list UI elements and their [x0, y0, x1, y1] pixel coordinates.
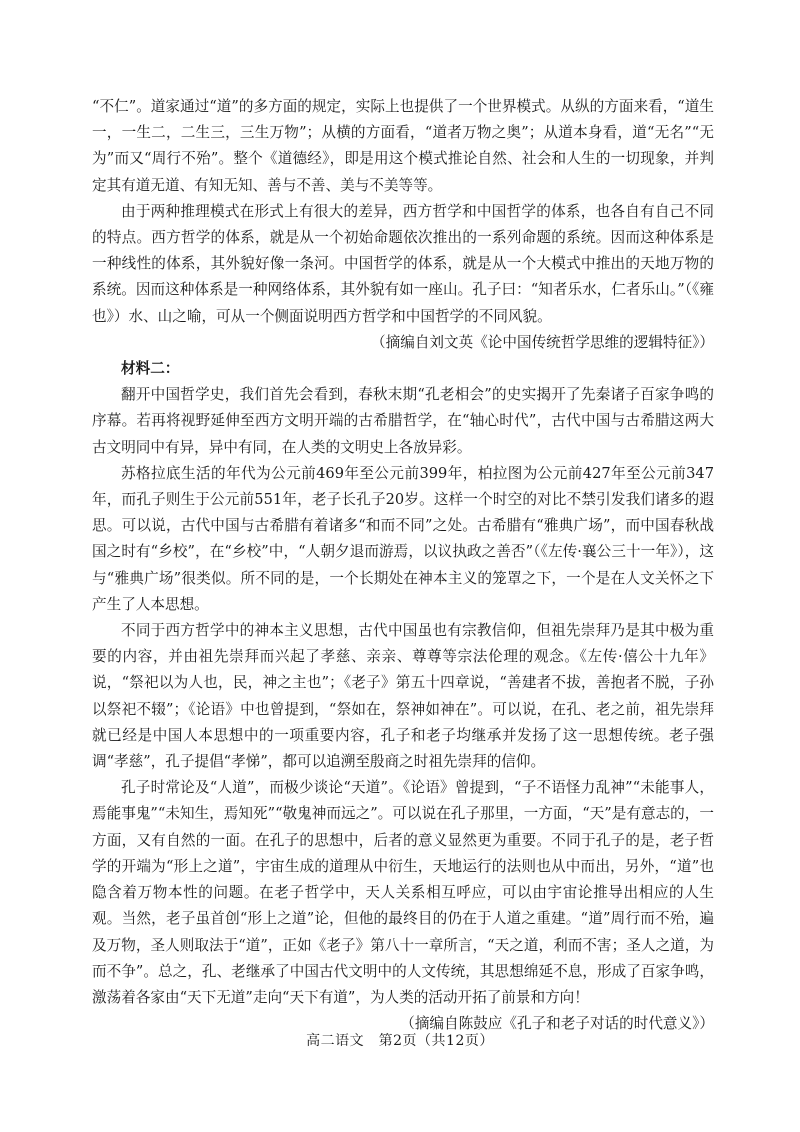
paragraph-4: 苏格拉底生活的年代为公元前469年至公元前399年，柏拉图为公元前427年至公元前347年，而孔子则生于公元前551年，老子长孔子20岁。这样一个时空的对比不禁引发我们诸多的遐思。可以说，古代中国与古希腊有着诸多“和而不同”之处。古希腊有“雅典广场”，而中国春秋战国之时有“乡校”，在“乡校”中，“人朝夕退而游焉，以议执政之善否”（《左传·襄公三十一年》），这与“雅典广场”很类似。所不同的是，一个长期处在神本主义的笼罩之下，一个是在人文关怀之下产生了人本思想。 — [92, 464, 714, 613]
paragraph-3: 翻开中国哲学史，我们首先会看到，春秋末期“孔老相会”的史实揭开了先秦诸子百家争鸣的序幕。若再将视野延伸至西方文明开端的古希腊哲学，在“轴心时代”，古代中国与古希腊这两大古文明同中有异，异中有同，在人类的文明史上各放异彩。 — [92, 386, 714, 456]
paragraph-5: 不同于西方哲学中的神本主义思想，古代中国虽也有宗教信仰，但祖先崇拜乃是其中极为重要的内容，并由祖先崇拜而兴起了孝慈、亲亲、尊尊等宗法伦理的观念。《左传·僖公十九年》说，“祭祀以为人也，民，神之主也”；《老子》第五十四章说，“善建者不拔，善抱者不脱，子孙以祭祀不辍”；《论语》中也曾提到，“祭如在，祭神如神在”。可以说，在孔、老之前，祖先崇拜就已经是中国人本思想中的一项重要内容，孔子和老子均继承并发扬了这一思想传统。老子强调“孝慈”，孔子提倡“孝悌”，都可以追溯至殷商之时祖先崇拜的信仰。 — [92, 622, 714, 771]
page-footer: 高二语文 第2页（共12页） — [306, 1033, 494, 1049]
source-citation-1: （摘编自刘文英《论中国传统哲学思维的逻辑特征》） — [371, 333, 714, 351]
source-citation-2: （摘编自陈鼓应《孔子和老子对话的时代意义》） — [400, 1015, 714, 1033]
paragraph-1: “不仁”。道家通过“道”的多方面的规定，实际上也提供了一个世界模式。从纵的方面来看，“道生一，一生二，二生三，三生万物”；从横的方面看，“道者万物之奥”；从道本身看，道“无名”“无为”而又“周行不殆”。整个《道德经》，即是用这个模式推论自然、社会和人生的一切现象，并判定其有道无道、有知无知、善与不善、美与不美等等。 — [92, 98, 714, 194]
page-content — [92, 94, 714, 1037]
paragraph-6: 孔子时常论及“人道”，而极少谈论“天道”。《论语》曾提到，“子不语怪力乱神”“未能事人，焉能事鬼”“未知生，焉知死”“敬鬼神而远之”。可以说在孔子那里，一方面，“天”是有意志的，一方面，又有自然的一面。在孔子的思想中，后者的意义显然更为重要。不同于孔子的是，老子哲学的开端为“形上之道”，宇宙生成的道理从中衍生，天地运行的法则也从中而出，另外，“道”也隐含着万物本性的问题。在老子哲学中，天人关系相互呼应，可以由宇宙论推导出相应的人生观。当然，老子虽首创“形上之道”论，但他的最终目的仍在于人道之重建。“道”周行而不殆，遍及万物，圣人则取法于“道”，正如《老子》第八十一章所言，“天之道，利而不害；圣人之道，为而不争”。总之，孔、老继承了中国古代文明中的人文传统，其思想绵延不息，形成了百家争鸣，激荡着各家由“天下无道”走向“天下有道”，为人类的活动开拓了前景和方向！ — [92, 779, 714, 1006]
paragraph-2: 由于两种推理模式在形式上有很大的差异，西方哲学和中国哲学的体系，也各自有自己不同的特点。西方哲学的体系，就是从一个初始命题依次推出的一系列命题的系统。因而这种体系是一种线性的体系，其外貌好像一条河。中国哲学的体系，就是从一个大模式中推出的天地万物的系统。因而这种体系是一种网络体系，其外貌有如一座山。孔子曰：“知者乐水，仁者乐山。”（《雍也》）水、山之喻，可从一个侧面说明西方哲学和中国哲学的不同风貌。 — [92, 202, 714, 325]
material-two-heading: 材料二： — [121, 360, 180, 378]
